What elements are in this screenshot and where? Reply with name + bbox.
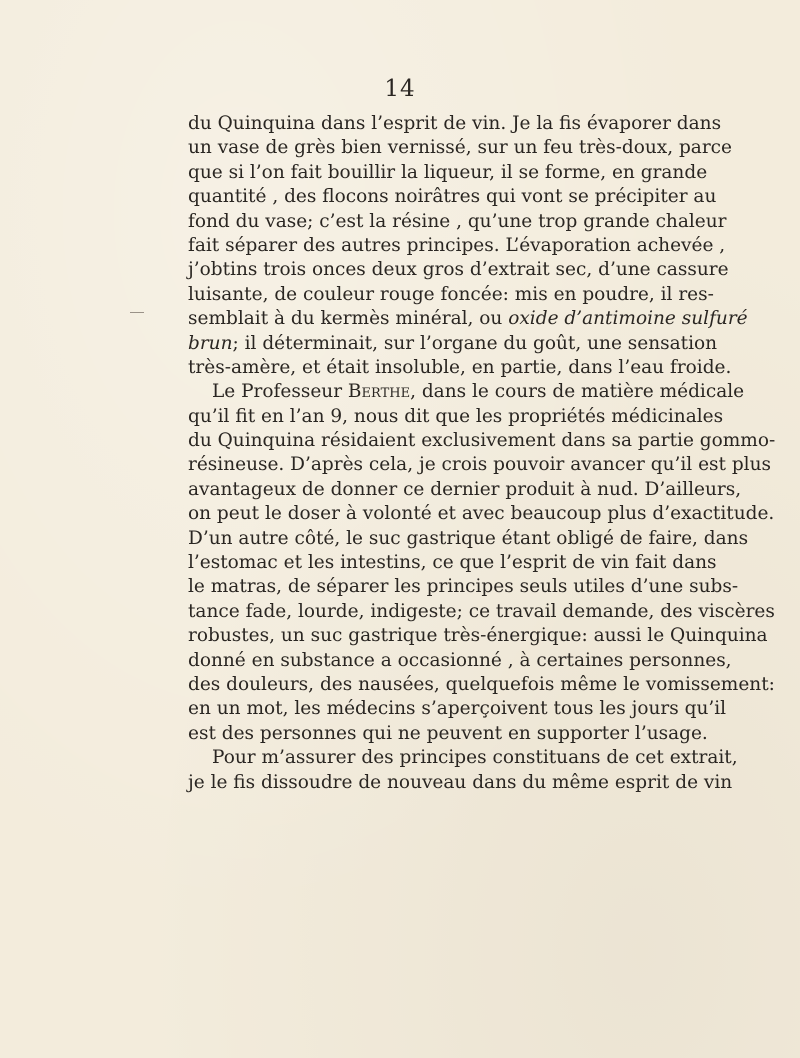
text-line: je le fis dissoudre de nouveau dans du même esprit de vin	[188, 771, 733, 793]
text-line: quantité , des flocons noirâtres qui vont se précipiter au	[188, 186, 717, 208]
text-line: robustes, un suc gastrique très-énergique: aussi le Quinquina	[188, 625, 768, 647]
italic-term: oxide d’antimoine sulfuré	[508, 308, 748, 330]
text-line: très-amère, et était insoluble, en partie, dans l’eau froide.	[188, 356, 732, 378]
paragraph-start-line: Pour m’assurer des principes constituans de cet extrait,	[212, 747, 738, 769]
text-line-with-italic	[188, 332, 718, 356]
text-line: j’obtins trois onces deux gros d’extrait sec, d’une cassure	[188, 259, 729, 281]
paragraph-start-line	[188, 380, 745, 404]
italic-term: brun	[188, 332, 233, 354]
page-number: 14	[384, 76, 416, 102]
text-segment: semblait à du kermès minéral, ou	[188, 308, 509, 330]
text-line: que si l’on fait bouillir la liqueur, il se forme, en grande	[188, 161, 708, 183]
text-line: qu’il fit en l’an 9, nous dit que les propriétés médicinales	[188, 405, 724, 427]
text-line: luisante, de couleur rouge foncée: mis en poudre, il res-	[188, 283, 714, 305]
text-line: avantageux de donner ce dernier produit à nud. D’ailleurs,	[188, 478, 742, 500]
text-line: fait séparer des autres principes. L’évaporation achevée ,	[188, 234, 726, 256]
text-segment: Le Professeur	[212, 381, 348, 403]
text-line: est des personnes qui ne peuvent en supporter l’usage.	[188, 722, 708, 744]
body-text	[188, 112, 776, 795]
text-segment: ; il déterminait, sur l’organe du goût, une sensation	[232, 332, 718, 354]
text-line: l’estomac et les intestins, ce que l’esprit de vin fait dans	[188, 552, 717, 574]
margin-mark	[130, 312, 144, 313]
text-line: résineuse. D’après cela, je crois pouvoir avancer qu’il est plus	[188, 454, 772, 476]
text-segment: , dans le cours de matière médicale	[410, 381, 745, 403]
text-line: en un mot, les médecins s’aperçoivent tous les jours qu’il	[188, 698, 727, 720]
text-line: du Quinquina dans l’esprit de vin. Je la fis évaporer dans	[188, 113, 722, 134]
text-line: un vase de grès bien vernissé, sur un feu très-doux, parce	[188, 137, 732, 159]
author-name: Berthe	[347, 381, 411, 403]
text-line: tance fade, lourde, indigeste; ce travail demande, des viscères	[188, 600, 775, 622]
text-line: le matras, de séparer les principes seuls utiles d’une subs-	[188, 576, 739, 598]
text-line-with-italic	[188, 307, 748, 331]
text-line: fond du vase; c’est la résine , qu’une trop grande chaleur	[188, 210, 727, 232]
text-line: D’un autre côté, le suc gastrique étant obligé de faire, dans	[188, 527, 749, 549]
text-line: du Quinquina résidaient exclusivement dans sa partie gommo-	[188, 430, 776, 452]
text-line: des douleurs, des nausées, quelquefois même le vomissement:	[188, 673, 775, 695]
text-line: on peut le doser à volonté et avec beaucoup plus d’exactitude.	[188, 503, 775, 525]
text-line: donné en substance a occasionné , à certaines personnes,	[188, 649, 732, 671]
